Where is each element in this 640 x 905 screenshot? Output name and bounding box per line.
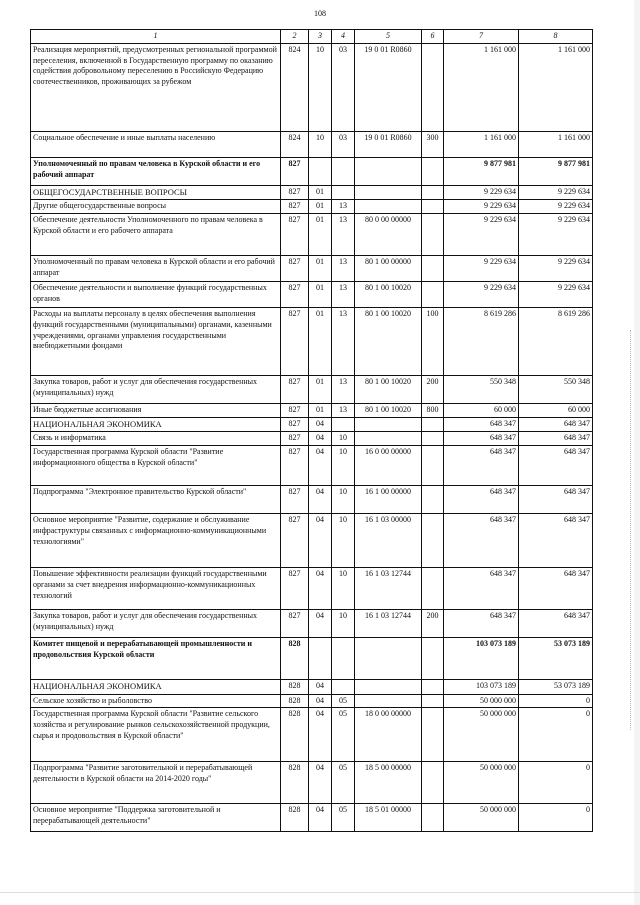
- cell-ministry: 827: [281, 200, 309, 214]
- cell-sum-2: 1 161 000: [519, 131, 593, 157]
- cell-subsection: 05: [332, 804, 355, 832]
- cell-section: 04: [309, 680, 332, 694]
- cell-ministry: 828: [281, 804, 309, 832]
- cell-sum-1: 60 000: [444, 404, 519, 418]
- cell-sum-2: 648 347: [519, 486, 593, 514]
- cell-ministry: 827: [281, 282, 309, 308]
- cell-sum-2: 648 347: [519, 568, 593, 610]
- cell-section: 10: [309, 131, 332, 157]
- cell-name: Государственная программа Курской области "Развитие информационного общества в Курской области": [31, 446, 281, 486]
- cell-sum-1: 648 347: [444, 432, 519, 446]
- table-row: [31, 256, 593, 282]
- cell-subsection: 13: [332, 376, 355, 404]
- cell-subsection: [332, 638, 355, 680]
- table-row: [31, 680, 593, 694]
- cell-name: Закупка товаров, работ и услуг для обеспечения государственных (муниципальных) нужд: [31, 376, 281, 404]
- column-header: 2: [281, 30, 309, 44]
- cell-type: [422, 486, 444, 514]
- page-number: 108: [314, 9, 326, 18]
- scan-artifact-line: [630, 330, 632, 730]
- cell-type: [422, 638, 444, 680]
- cell-type: [422, 568, 444, 610]
- cell-ministry: 827: [281, 308, 309, 376]
- cell-sum-2: 648 347: [519, 446, 593, 486]
- cell-type: [422, 282, 444, 308]
- cell-name: Сельское хозяйство и рыболовство: [31, 694, 281, 708]
- cell-target: 80 1 00 10020: [355, 282, 422, 308]
- cell-section: 01: [309, 308, 332, 376]
- cell-target: [355, 638, 422, 680]
- cell-sum-1: 9 229 634: [444, 200, 519, 214]
- cell-target: 18 5 01 00000: [355, 804, 422, 832]
- cell-name: Социальное обеспечение и иные выплаты населению: [31, 131, 281, 157]
- cell-name: Повышение эффективности реализации функций государственными органами за счет внедрения информационно-коммуникационных технологий: [31, 568, 281, 610]
- cell-ministry: 827: [281, 404, 309, 418]
- cell-subsection: 10: [332, 568, 355, 610]
- cell-target: [355, 157, 422, 185]
- cell-ministry: 827: [281, 157, 309, 185]
- cell-name: Государственная программа Курской области "Развитие сельского хозяйства и регулирование рынков сельскохозяйственной продукции, сырья и продовольствия в Курской области": [31, 708, 281, 762]
- table-row: [31, 157, 593, 185]
- cell-section: 01: [309, 200, 332, 214]
- cell-section: 01: [309, 214, 332, 256]
- table-row: [31, 131, 593, 157]
- cell-type: [422, 446, 444, 486]
- cell-sum-1: 9 229 634: [444, 185, 519, 199]
- cell-subsection: 05: [332, 762, 355, 804]
- cell-section: 01: [309, 404, 332, 418]
- cell-ministry: 828: [281, 708, 309, 762]
- table-row: [31, 804, 593, 832]
- cell-type: 300: [422, 131, 444, 157]
- cell-section: 04: [309, 804, 332, 832]
- cell-subsection: 05: [332, 694, 355, 708]
- cell-sum-1: 1 161 000: [444, 131, 519, 157]
- table-row: [31, 446, 593, 486]
- cell-name: Расходы на выплаты персоналу в целях обеспечения выполнения функций государственными (муниципальными) органами, казенными учреждениями, органами управления государственными внебюджетными фондами: [31, 308, 281, 376]
- cell-target: 18 5 00 00000: [355, 762, 422, 804]
- table-row: [31, 43, 593, 131]
- cell-name: Связь и информатика: [31, 432, 281, 446]
- cell-sum-2: 9 229 634: [519, 256, 593, 282]
- table-row: [31, 638, 593, 680]
- cell-section: 01: [309, 282, 332, 308]
- cell-type: [422, 214, 444, 256]
- cell-target: [355, 417, 422, 431]
- cell-sum-2: 0: [519, 708, 593, 762]
- cell-sum-2: 648 347: [519, 514, 593, 568]
- cell-subsection: [332, 680, 355, 694]
- table-row: [31, 514, 593, 568]
- cell-name: Уполномоченный по правам человека в Курской области и его рабочий аппарат: [31, 157, 281, 185]
- cell-sum-1: 648 347: [444, 610, 519, 638]
- cell-section: 04: [309, 486, 332, 514]
- cell-target: 18 0 00 00000: [355, 708, 422, 762]
- cell-sum-1: 550 348: [444, 376, 519, 404]
- cell-name: Другие общегосударственные вопросы: [31, 200, 281, 214]
- cell-sum-1: 103 073 189: [444, 638, 519, 680]
- cell-section: 04: [309, 762, 332, 804]
- cell-type: [422, 43, 444, 131]
- budget-table: [30, 29, 593, 832]
- cell-target: 16 1 00 00000: [355, 486, 422, 514]
- cell-ministry: 827: [281, 376, 309, 404]
- cell-type: [422, 432, 444, 446]
- cell-target: 80 0 00 00000: [355, 214, 422, 256]
- cell-sum-1: 648 347: [444, 446, 519, 486]
- cell-subsection: 10: [332, 486, 355, 514]
- cell-target: [355, 680, 422, 694]
- cell-target: 16 1 03 12744: [355, 610, 422, 638]
- cell-ministry: 827: [281, 568, 309, 610]
- header-row: [31, 30, 593, 44]
- cell-subsection: 10: [332, 432, 355, 446]
- cell-sum-1: 9 229 634: [444, 282, 519, 308]
- cell-type: 800: [422, 404, 444, 418]
- cell-ministry: 827: [281, 432, 309, 446]
- cell-section: 01: [309, 256, 332, 282]
- cell-subsection: 03: [332, 43, 355, 131]
- cell-sum-2: 0: [519, 694, 593, 708]
- cell-sum-2: 9 229 634: [519, 185, 593, 199]
- cell-section: 04: [309, 417, 332, 431]
- cell-target: [355, 185, 422, 199]
- cell-type: [422, 157, 444, 185]
- cell-sum-1: 8 619 286: [444, 308, 519, 376]
- table-row: [31, 486, 593, 514]
- table-row: [31, 404, 593, 418]
- cell-type: [422, 417, 444, 431]
- table-body: [31, 43, 593, 832]
- cell-ministry: 828: [281, 638, 309, 680]
- cell-sum-1: 648 347: [444, 568, 519, 610]
- cell-type: [422, 256, 444, 282]
- cell-target: 16 1 03 12744: [355, 568, 422, 610]
- cell-ministry: 828: [281, 680, 309, 694]
- column-header: 1: [31, 30, 281, 44]
- cell-target: [355, 200, 422, 214]
- cell-sum-2: 9 229 634: [519, 200, 593, 214]
- cell-ministry: 827: [281, 486, 309, 514]
- cell-subsection: 10: [332, 610, 355, 638]
- cell-sum-1: 50 000 000: [444, 708, 519, 762]
- cell-ministry: 824: [281, 43, 309, 131]
- cell-sum-1: 648 347: [444, 486, 519, 514]
- column-header: 4: [332, 30, 355, 44]
- cell-subsection: [332, 185, 355, 199]
- table-row: [31, 568, 593, 610]
- cell-subsection: 13: [332, 200, 355, 214]
- cell-ministry: 824: [281, 131, 309, 157]
- cell-ministry: 827: [281, 214, 309, 256]
- cell-section: 01: [309, 376, 332, 404]
- cell-section: [309, 157, 332, 185]
- table-row: [31, 610, 593, 638]
- cell-section: 04: [309, 694, 332, 708]
- cell-ministry: 827: [281, 514, 309, 568]
- cell-name: НАЦИОНАЛЬНАЯ ЭКОНОМИКА: [31, 680, 281, 694]
- cell-name: Обеспечение деятельности Уполномоченного по правам человека в Курской области и его рабочего аппарата: [31, 214, 281, 256]
- cell-section: [309, 638, 332, 680]
- cell-name: НАЦИОНАЛЬНАЯ ЭКОНОМИКА: [31, 417, 281, 431]
- cell-sum-2: 53 073 189: [519, 638, 593, 680]
- cell-name: Иные бюджетные ассигнования: [31, 404, 281, 418]
- cell-sum-2: 648 347: [519, 610, 593, 638]
- cell-sum-2: 8 619 286: [519, 308, 593, 376]
- cell-type: [422, 708, 444, 762]
- cell-type: [422, 762, 444, 804]
- cell-type: 200: [422, 376, 444, 404]
- cell-subsection: [332, 157, 355, 185]
- cell-type: [422, 185, 444, 199]
- table-row: [31, 200, 593, 214]
- cell-name: Основное мероприятие "Развитие, содержание и обслуживание инфраструктуры связанных с информационно-коммуникационными технологиями": [31, 514, 281, 568]
- column-header: 7: [444, 30, 519, 44]
- cell-type: [422, 694, 444, 708]
- cell-ministry: 827: [281, 256, 309, 282]
- cell-subsection: 13: [332, 308, 355, 376]
- table-row: [31, 214, 593, 256]
- table-row: [31, 282, 593, 308]
- table-row: [31, 762, 593, 804]
- cell-sum-2: 53 073 189: [519, 680, 593, 694]
- cell-sum-1: 50 000 000: [444, 804, 519, 832]
- cell-target: 16 1 03 00000: [355, 514, 422, 568]
- cell-sum-1: 50 000 000: [444, 694, 519, 708]
- cell-subsection: 05: [332, 708, 355, 762]
- table-row: [31, 185, 593, 199]
- cell-subsection: 13: [332, 282, 355, 308]
- cell-sum-2: 0: [519, 762, 593, 804]
- cell-sum-1: 103 073 189: [444, 680, 519, 694]
- table-row: [31, 708, 593, 762]
- cell-sum-1: 9 877 981: [444, 157, 519, 185]
- cell-type: [422, 680, 444, 694]
- cell-sum-2: 60 000: [519, 404, 593, 418]
- column-header: 3: [309, 30, 332, 44]
- cell-name: ОБЩЕГОСУДАРСТВЕННЫЕ ВОПРОСЫ: [31, 185, 281, 199]
- cell-ministry: 828: [281, 694, 309, 708]
- cell-subsection: [332, 417, 355, 431]
- cell-section: 04: [309, 610, 332, 638]
- cell-ministry: 827: [281, 446, 309, 486]
- table-row: [31, 308, 593, 376]
- cell-sum-1: 1 161 000: [444, 43, 519, 131]
- cell-section: 01: [309, 185, 332, 199]
- cell-sum-1: 648 347: [444, 417, 519, 431]
- cell-sum-2: 648 347: [519, 417, 593, 431]
- table-row: [31, 694, 593, 708]
- cell-ministry: 827: [281, 610, 309, 638]
- cell-subsection: 03: [332, 131, 355, 157]
- cell-target: 80 1 00 10020: [355, 308, 422, 376]
- cell-ministry: 827: [281, 417, 309, 431]
- cell-target: [355, 432, 422, 446]
- cell-section: 10: [309, 43, 332, 131]
- cell-name: Закупка товаров, работ и услуг для обеспечения государственных (муниципальных) нужд: [31, 610, 281, 638]
- cell-section: 04: [309, 446, 332, 486]
- cell-name: Уполномоченный по правам человека в Курской области и его рабочий аппарат: [31, 256, 281, 282]
- cell-target: [355, 694, 422, 708]
- cell-sum-2: 1 161 000: [519, 43, 593, 131]
- table-row: [31, 432, 593, 446]
- column-header: 8: [519, 30, 593, 44]
- cell-name: Реализация мероприятий, предусмотренных региональной программой переселения, включенной в Государственную программу по оказанию содействия добровольному переселению в Российскую Федерацию соотечественников, проживающих за рубежом: [31, 43, 281, 131]
- cell-section: 04: [309, 432, 332, 446]
- cell-type: 100: [422, 308, 444, 376]
- cell-name: Обеспечение деятельности и выполнение функций государственных органов: [31, 282, 281, 308]
- cell-sum-2: 9 229 634: [519, 214, 593, 256]
- cell-sum-2: 9 877 981: [519, 157, 593, 185]
- cell-subsection: 10: [332, 514, 355, 568]
- cell-subsection: 13: [332, 214, 355, 256]
- scan-bottom-edge: [0, 892, 640, 893]
- cell-sum-2: 648 347: [519, 432, 593, 446]
- table-row: [31, 417, 593, 431]
- cell-name: Подпрограмма "Развитие заготовительной и перерабатывающей деятельности в Курской области на 2014-2020 годы": [31, 762, 281, 804]
- cell-sum-2: 550 348: [519, 376, 593, 404]
- cell-target: 80 1 00 00000: [355, 256, 422, 282]
- cell-sum-1: 50 000 000: [444, 762, 519, 804]
- cell-target: 16 0 00 00000: [355, 446, 422, 486]
- cell-subsection: 13: [332, 404, 355, 418]
- cell-target: 19 0 01 R0860: [355, 43, 422, 131]
- cell-type: [422, 200, 444, 214]
- cell-section: 04: [309, 568, 332, 610]
- cell-subsection: 10: [332, 446, 355, 486]
- cell-type: [422, 514, 444, 568]
- column-header: 5: [355, 30, 422, 44]
- cell-section: 04: [309, 708, 332, 762]
- cell-type: [422, 804, 444, 832]
- cell-name: Основное мероприятие "Поддержка заготовительной и перерабатывающей деятельности": [31, 804, 281, 832]
- cell-sum-1: 9 229 634: [444, 256, 519, 282]
- table-row: [31, 376, 593, 404]
- cell-sum-2: 0: [519, 804, 593, 832]
- cell-sum-1: 648 347: [444, 514, 519, 568]
- cell-target: 80 1 00 10020: [355, 404, 422, 418]
- cell-name: Комитет пищевой и перерабатывающей промышленности и продовольствия Курской области: [31, 638, 281, 680]
- cell-ministry: 828: [281, 762, 309, 804]
- cell-ministry: 827: [281, 185, 309, 199]
- cell-type: 200: [422, 610, 444, 638]
- cell-target: 80 1 00 10020: [355, 376, 422, 404]
- cell-name: Подпрограмма "Электронное правительство Курской области": [31, 486, 281, 514]
- cell-sum-1: 9 229 634: [444, 214, 519, 256]
- scan-edge: [634, 0, 640, 905]
- cell-sum-2: 9 229 634: [519, 282, 593, 308]
- column-header: 6: [422, 30, 444, 44]
- cell-section: 04: [309, 514, 332, 568]
- cell-target: 19 0 01 R0860: [355, 131, 422, 157]
- cell-subsection: 13: [332, 256, 355, 282]
